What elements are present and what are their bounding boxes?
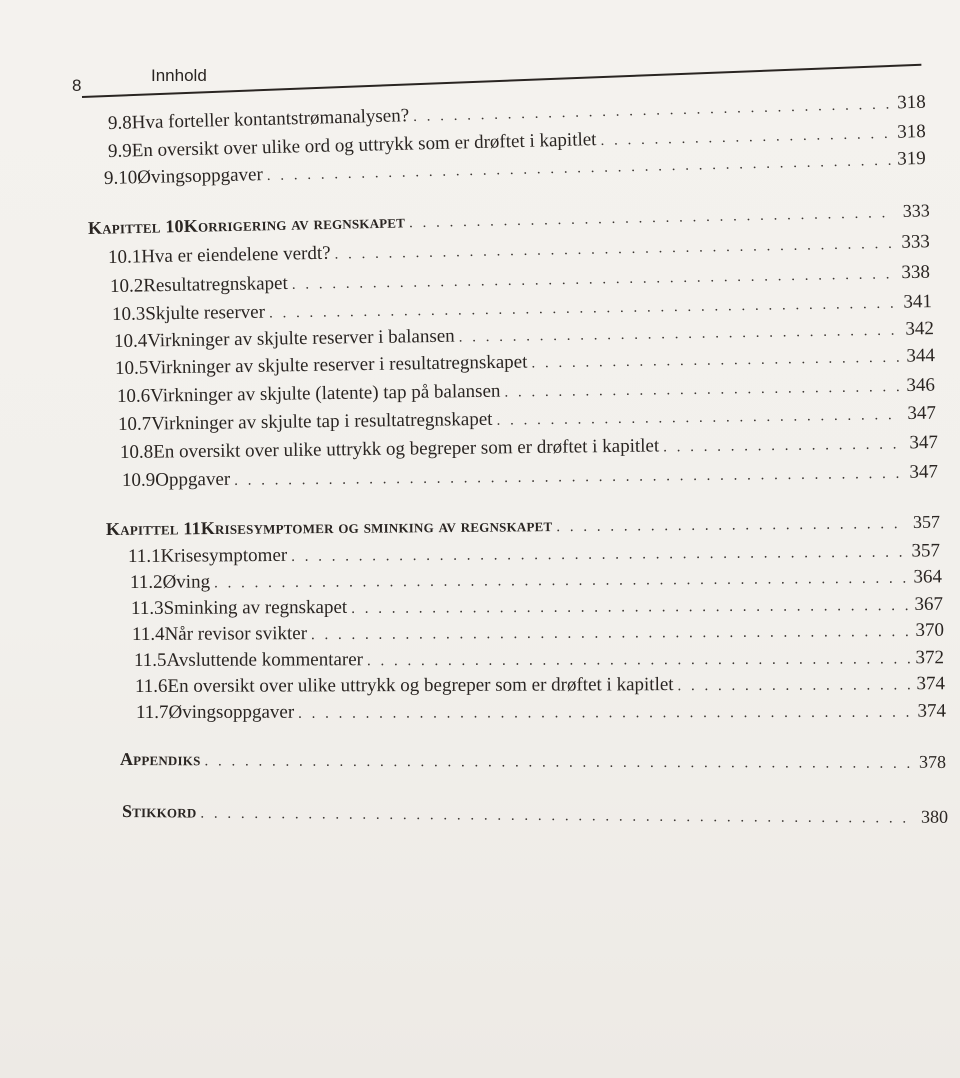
toc-entry-title: Skjulte reserver	[145, 301, 266, 325]
toc-chapter-number: Kapittel 10	[87, 215, 184, 238]
toc-entry	[134, 647, 944, 673]
toc-chapter-page: 333	[902, 200, 931, 221]
toc-entry-title: En oversikt over ulike ord og uttrykk som er drøftet i kapitlet	[131, 129, 597, 162]
toc-entry-title: Øvingsoppgaver	[168, 701, 295, 723]
toc-entry-title: Virkninger av skjulte reserver i balansen	[147, 325, 455, 352]
toc-leader-dots	[678, 674, 912, 697]
toc-leader-dots	[200, 803, 914, 830]
toc-leader-dots	[292, 263, 896, 296]
toc-leader-dots	[556, 513, 906, 538]
toc-entry-title: En oversikt over ulike uttrykk og begreper som er drøftet i kapitlet	[153, 435, 660, 463]
toc-leader-dots	[334, 233, 896, 266]
toc-leader-dots	[663, 433, 904, 458]
toc-entry-title: Virkninger av skjulte (latente) tap på balansen	[150, 380, 501, 407]
toc-entry-number: 10.5	[114, 357, 149, 379]
toc-chapter-title: Korrigering av regnskapet	[183, 211, 406, 236]
toc-leader-dots	[600, 123, 892, 152]
toc-entry-title: Øvingsoppgaver	[136, 164, 264, 189]
toc-entry-number: 11.4	[131, 623, 165, 645]
toc-leader-dots	[504, 376, 901, 404]
toc-entry-number: 10.4	[113, 330, 148, 352]
toc-entry-title: Virkninger av skjulte tap i resultatregnskapet	[151, 408, 493, 435]
toc-leader-dots	[409, 202, 896, 234]
toc-entry-page: 347	[909, 432, 939, 454]
toc-entry-title: Øving	[162, 571, 211, 593]
toc-entry-title: Virkninger av skjulte reserver i resultatregnskapet	[148, 351, 528, 379]
toc-entry-page: 367	[914, 593, 944, 615]
toc-entry-number: 11.1	[127, 545, 161, 567]
toc-index-page: 380	[920, 806, 949, 827]
toc-entry-page: 318	[896, 121, 926, 143]
toc-entry-page: 319	[896, 147, 926, 170]
page-number: 8	[72, 76, 82, 95]
toc-leader-dots	[311, 621, 910, 646]
toc-entry-number: 10.9	[121, 469, 156, 491]
toc-leader-dots	[367, 648, 910, 672]
toc-entry-page: 344	[906, 345, 936, 367]
toc-entry-page: 346	[906, 374, 936, 396]
toc-entry-number: 11.7	[135, 701, 169, 723]
toc-entry-number: 9.9	[107, 140, 132, 162]
toc-chapter-page: 357	[912, 511, 941, 532]
toc-leader-dots	[351, 595, 909, 620]
toc-leader-dots	[298, 702, 912, 725]
toc-appendix	[120, 748, 946, 775]
toc-entry-page: 374	[916, 673, 946, 695]
toc-entry-title: Oppgaver	[155, 468, 231, 491]
toc-entry-title: Resultatregnskapet	[143, 272, 288, 297]
toc-chapter-number: Kapittel 11	[105, 518, 201, 539]
toc-entry-number: 10.8	[119, 441, 154, 463]
toc-entry-title: Krisesymptomer	[160, 544, 288, 567]
toc-entry-title: Avsluttende kommentarer	[166, 649, 364, 671]
toc-entry-number: 11.6	[134, 675, 168, 697]
toc-entry-number: 10.2	[109, 275, 144, 297]
toc-entry-number: 10.1	[107, 246, 142, 268]
toc-index	[122, 800, 948, 830]
toc-entry	[135, 673, 945, 699]
toc-entry-page: 338	[901, 261, 931, 284]
toc-entry-number: 11.2	[129, 571, 163, 593]
toc-entry	[132, 620, 944, 647]
toc-entry	[131, 594, 943, 621]
toc-entry-page: 364	[913, 566, 943, 588]
toc-index-title: Stikkord	[121, 801, 197, 822]
toc-entry-number: 10.6	[116, 385, 151, 407]
toc-entry-number: 11.3	[130, 597, 164, 619]
toc-appendix-page: 378	[918, 751, 947, 772]
toc-entry-number: 9.10	[103, 167, 138, 189]
running-title: Innhold	[151, 66, 207, 85]
toc-entry-title: Hva er eiendelene verdt?	[141, 242, 331, 268]
toc-leader-dots	[291, 542, 906, 568]
toc-appendix-title: Appendiks	[119, 749, 201, 770]
toc-entry-title: Sminking av regnskapet	[163, 596, 348, 619]
toc-entry-page: 357	[911, 540, 941, 562]
toc-chapter	[106, 511, 940, 542]
toc-entry-page: 318	[896, 91, 926, 114]
toc-leader-dots	[496, 404, 902, 432]
toc-entry-number: 10.7	[117, 413, 152, 435]
toc-chapter-title: Krisesymptomer og sminking av regnskapet	[200, 515, 553, 539]
toc-entry-page: 347	[909, 461, 939, 483]
toc-entry-page: 370	[915, 619, 945, 641]
toc-entry-number: 10.3	[111, 303, 146, 325]
toc-leader-dots	[531, 347, 901, 375]
toc-entry-title: En oversikt over ulike uttrykk og begreper som er drøftet i kapitlet	[167, 674, 674, 697]
toc-entry	[120, 432, 938, 465]
toc-entry-title: Når revisor svikter	[164, 623, 308, 645]
toc-entry	[118, 403, 936, 437]
toc-entry-page: 342	[905, 318, 935, 340]
toc-entry	[122, 461, 938, 493]
toc-entry-page: 372	[915, 647, 945, 669]
toc-leader-dots	[459, 320, 901, 349]
toc-entry	[136, 701, 946, 725]
toc-leader-dots	[214, 568, 908, 595]
toc-leader-dots	[204, 750, 912, 774]
toc-entry-page: 341	[903, 291, 933, 313]
toc-leader-dots	[234, 463, 904, 492]
toc-entry-number: 11.5	[133, 649, 167, 671]
toc-entry	[130, 566, 942, 595]
toc-entry-page: 374	[917, 700, 947, 722]
toc-entry-number: 9.8	[107, 112, 132, 134]
toc-entry-page: 333	[901, 231, 931, 253]
toc-entry-title: Hva forteller kontantstrømanalysen?	[131, 105, 410, 134]
toc-entry	[128, 540, 940, 569]
toc-entry-page: 347	[907, 402, 937, 424]
